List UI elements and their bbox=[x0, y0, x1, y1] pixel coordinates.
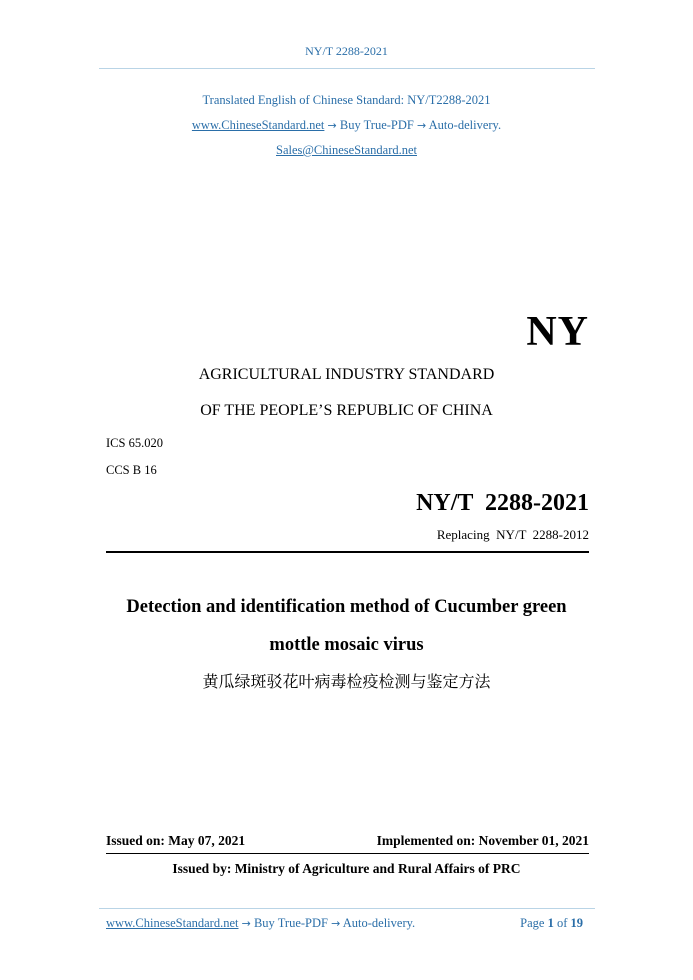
replacing-note: Replacing NY/T 2288-2012 bbox=[436, 527, 589, 542]
page-word: Page bbox=[520, 916, 545, 930]
issued-on: Issued on: May 07, 2021 bbox=[106, 833, 246, 848]
auto-delivery-text: Auto-delivery. bbox=[428, 118, 502, 132]
running-header: NY/T 2288-2021 bbox=[305, 44, 388, 58]
promo-translation-line: Translated English of Chinese Standard: NY/T2288-2021 bbox=[202, 93, 491, 107]
buy-pdf-link[interactable]: Buy True-PDF bbox=[339, 118, 414, 132]
ccs-code: CCS B 16 bbox=[106, 463, 157, 477]
issue-divider bbox=[106, 853, 589, 854]
page-current: 1 bbox=[547, 916, 554, 930]
title-line-2: mottle mosaic virus bbox=[269, 635, 424, 655]
promo-email-line bbox=[0, 143, 693, 158]
ics-code: ICS 65.020 bbox=[106, 436, 163, 450]
site-link[interactable]: www.ChineseStandard.net bbox=[191, 118, 325, 132]
standard-number: NY/T 2288-2021 bbox=[416, 490, 589, 516]
org-line-1: AGRICULTURAL INDUSTRY STANDARD bbox=[198, 366, 495, 383]
sales-email-link[interactable]: Sales@ChineseStandard.net bbox=[276, 143, 417, 157]
header-divider bbox=[99, 68, 595, 69]
page-total: 19 bbox=[570, 916, 583, 930]
standard-code: NY bbox=[526, 309, 589, 355]
footer-site-link[interactable]: www.ChineseStandard.net bbox=[106, 916, 239, 930]
arrow-right-icon: → bbox=[241, 917, 251, 930]
footer-divider bbox=[99, 908, 595, 909]
footer-auto-delivery-text: Auto-delivery. bbox=[342, 916, 416, 930]
page-indicator bbox=[520, 916, 583, 931]
footer-links bbox=[106, 916, 415, 931]
arrow-right-icon: → bbox=[327, 119, 337, 132]
arrow-right-icon: → bbox=[417, 119, 427, 132]
title-line-1: Detection and identification method of Cucumber green bbox=[126, 597, 567, 617]
cover-divider bbox=[106, 551, 589, 553]
page-of: of bbox=[556, 916, 568, 930]
implemented-on: Implemented on: November 01, 2021 bbox=[376, 833, 589, 848]
promo-links-line bbox=[0, 118, 693, 133]
footer-buy-pdf-link[interactable]: Buy True-PDF bbox=[253, 916, 328, 930]
issued-by: Issued by: Ministry of Agriculture and Rural Affairs of PRC bbox=[172, 861, 521, 876]
arrow-right-icon: → bbox=[331, 917, 341, 930]
title-chinese: 黄瓜绿斑驳花叶病毒检疫检测与鉴定方法 bbox=[202, 672, 491, 691]
org-line-2: OF THE PEOPLE’S REPUBLIC OF CHINA bbox=[200, 402, 493, 419]
